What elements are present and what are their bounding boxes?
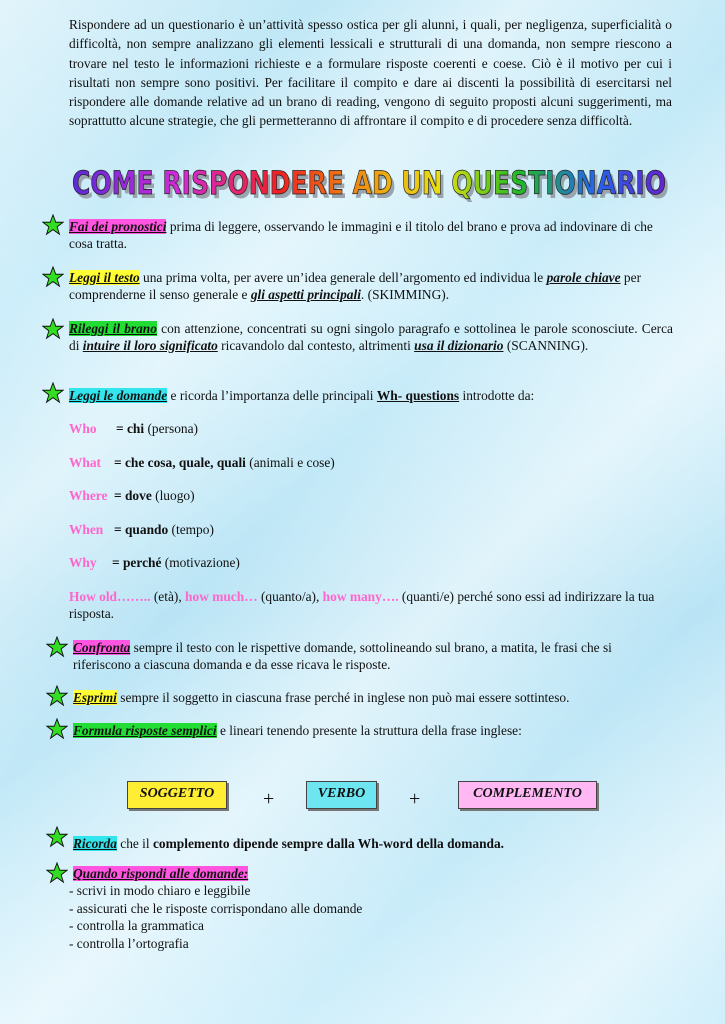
green-star-icon xyxy=(42,214,64,236)
tip-text: (SCANNING). xyxy=(503,338,589,353)
green-star-icon xyxy=(42,266,64,288)
wh-meaning: perché xyxy=(122,555,162,570)
green-star-icon xyxy=(46,685,68,707)
tip-text: per comprenderne il senso generale e xyxy=(69,270,642,302)
tip-text: e ricorda l’importanza delle principali xyxy=(167,388,377,403)
title-text: COME RISPONDERE AD UN QUESTIONARIO xyxy=(72,164,666,202)
tip-text: sempre il soggetto in ciascuna frase perché in inglese non può mai essere sottinteso. xyxy=(116,690,570,705)
wh-word: how many…. xyxy=(322,589,399,604)
tip-text: ricavandolo dal contesto, altrimenti xyxy=(217,338,415,353)
tip-leggi-testo xyxy=(69,269,673,303)
wh-why xyxy=(69,554,240,571)
intro-paragraph: Rispondere ad un questionario è un’attività spesso ostica per gli alunni, i quali, per negligenza, superficialità o difficoltà, non sempre analizzano gli elementi lessicali e strutturali di una domanda, non sempre riescono a trovare nel testo le informazioni richieste e a formulare risposte coerenti e coese. Ciò è il motivo per cui i risultati non sempre sono positivi. Per facilitare il compito e dare ai discenti la possibilità di esercitarsi nel rispondere alle domande relative ad un brano di reading, vengono di seguito proposti alcuni suggerimenti, ma soprattutto alcune strategie, che gli permetteranno di affrontare il compito e di procedere senza difficoltà. xyxy=(69,17,672,129)
wh-note: (motivazione) xyxy=(161,555,240,570)
plus-sign: + xyxy=(409,788,421,810)
wh-where xyxy=(69,487,195,504)
wh-note: (quanti/e) perché sono essi ad indirizzare la tua risposta. xyxy=(69,589,655,621)
wh-word: Where xyxy=(69,488,108,503)
green-star-icon xyxy=(46,718,68,740)
plus-sign: + xyxy=(263,788,275,810)
tip-text: che il xyxy=(116,836,153,851)
tip-label: Quando rispondi alle domande: xyxy=(73,866,249,881)
wh-note: (animali e cose) xyxy=(245,455,335,470)
subject-box: SOGGETTO xyxy=(127,781,227,809)
tip-text: con attenzione, concentrati su ogni singolo paragrafo e sottolinea le parole sconosciute. Cerca di xyxy=(69,321,673,353)
keyword: intuire il loro significato xyxy=(82,338,218,353)
tip-rileggi xyxy=(69,320,673,354)
wh-meaning: chi xyxy=(126,421,145,436)
tip-label: Leggi il testo xyxy=(69,270,140,285)
wh-eq: = xyxy=(114,455,125,470)
tip-text: . (SKIMMING). xyxy=(360,287,450,302)
green-star-icon xyxy=(42,382,64,404)
green-star-icon xyxy=(46,862,68,884)
list-item: - assicurati che le risposte corrispondano alle domande xyxy=(69,900,363,916)
keyword: complemento dipende sempre dalla Wh-word della domanda. xyxy=(152,836,505,851)
tip-esprimi xyxy=(73,689,673,706)
tip-text: una prima volta, per avere un’idea generale dell’argomento ed individua le xyxy=(139,270,547,285)
wh-when xyxy=(69,521,214,538)
wh-eq: = xyxy=(114,522,125,537)
tip-label: Ricorda xyxy=(73,836,117,851)
list-item: - controlla l’ortografia xyxy=(69,935,189,951)
wh-note: (quanto/a), xyxy=(257,589,323,604)
wh-eq: = xyxy=(116,421,127,436)
wh-word: how much… xyxy=(185,589,258,604)
tip-label: Formula risposte semplici xyxy=(73,723,217,738)
wh-word: Who xyxy=(69,421,97,436)
wh-meaning: dove xyxy=(124,488,152,503)
green-star-icon xyxy=(42,318,64,340)
tip-confronta xyxy=(73,639,673,673)
tip-domande xyxy=(69,387,673,404)
wh-note: (luogo) xyxy=(151,488,195,503)
tip-text: prima di leggere, osservando le immagini e il titolo del brano e prova ad indovinare di che cosa tratta. xyxy=(69,219,653,251)
tip-text: introdotte da: xyxy=(459,388,535,403)
keyword: gli aspetti principali xyxy=(250,287,361,302)
title-shadow: COME RISPONDERE AD UN QUESTIONARIO xyxy=(75,168,669,202)
keyword: usa il dizionario xyxy=(414,338,504,353)
wh-note: (persona) xyxy=(144,421,199,436)
tip-pronostici xyxy=(69,218,673,252)
wh-word: How old…….. xyxy=(69,589,151,604)
tip-label: Fai dei pronostici xyxy=(69,219,167,234)
wh-meaning: che cosa, quale, quali xyxy=(124,455,246,470)
wh-word: When xyxy=(69,522,104,537)
wh-eq: = xyxy=(112,555,123,570)
green-star-icon xyxy=(46,826,68,848)
wh-meaning: quando xyxy=(124,522,169,537)
tip-label: Esprimi xyxy=(73,690,117,705)
wh-what xyxy=(69,454,335,471)
verb-box: VERBO xyxy=(306,781,377,809)
tip-ricorda xyxy=(73,835,673,852)
wh-note: (tempo) xyxy=(168,522,214,537)
rules-list xyxy=(69,882,362,952)
complement-box: COMPLEMENTO xyxy=(458,781,597,809)
tip-label: Confronta xyxy=(73,640,131,655)
wh-word: What xyxy=(69,455,101,470)
wh-word: Why xyxy=(69,555,97,570)
tip-label: Leggi le domande xyxy=(69,388,168,403)
wh-who xyxy=(69,420,198,437)
tip-text: sempre il testo con le rispettive domande, sottolineando sul brano, a matita, le frasi che si riferiscono a ciascuna domanda e da esse ricava le risposte. xyxy=(73,640,612,672)
green-star-icon xyxy=(46,636,68,658)
tip-quando xyxy=(73,865,673,882)
tip-text: e lineari tenendo presente la struttura della frase inglese: xyxy=(216,723,522,738)
keyword: Wh- questions xyxy=(376,388,460,403)
wh-note: (età), xyxy=(150,589,186,604)
tip-label: Rileggi il brano xyxy=(69,321,157,336)
wh-eq: = xyxy=(114,488,125,503)
tip-formula xyxy=(73,722,673,739)
keyword: parole chiave xyxy=(546,270,621,285)
how-questions xyxy=(69,588,673,622)
page-title xyxy=(70,158,672,202)
list-item: - scrivi in modo chiaro e leggibile xyxy=(69,883,251,898)
list-item: - controlla la grammatica xyxy=(69,918,204,933)
